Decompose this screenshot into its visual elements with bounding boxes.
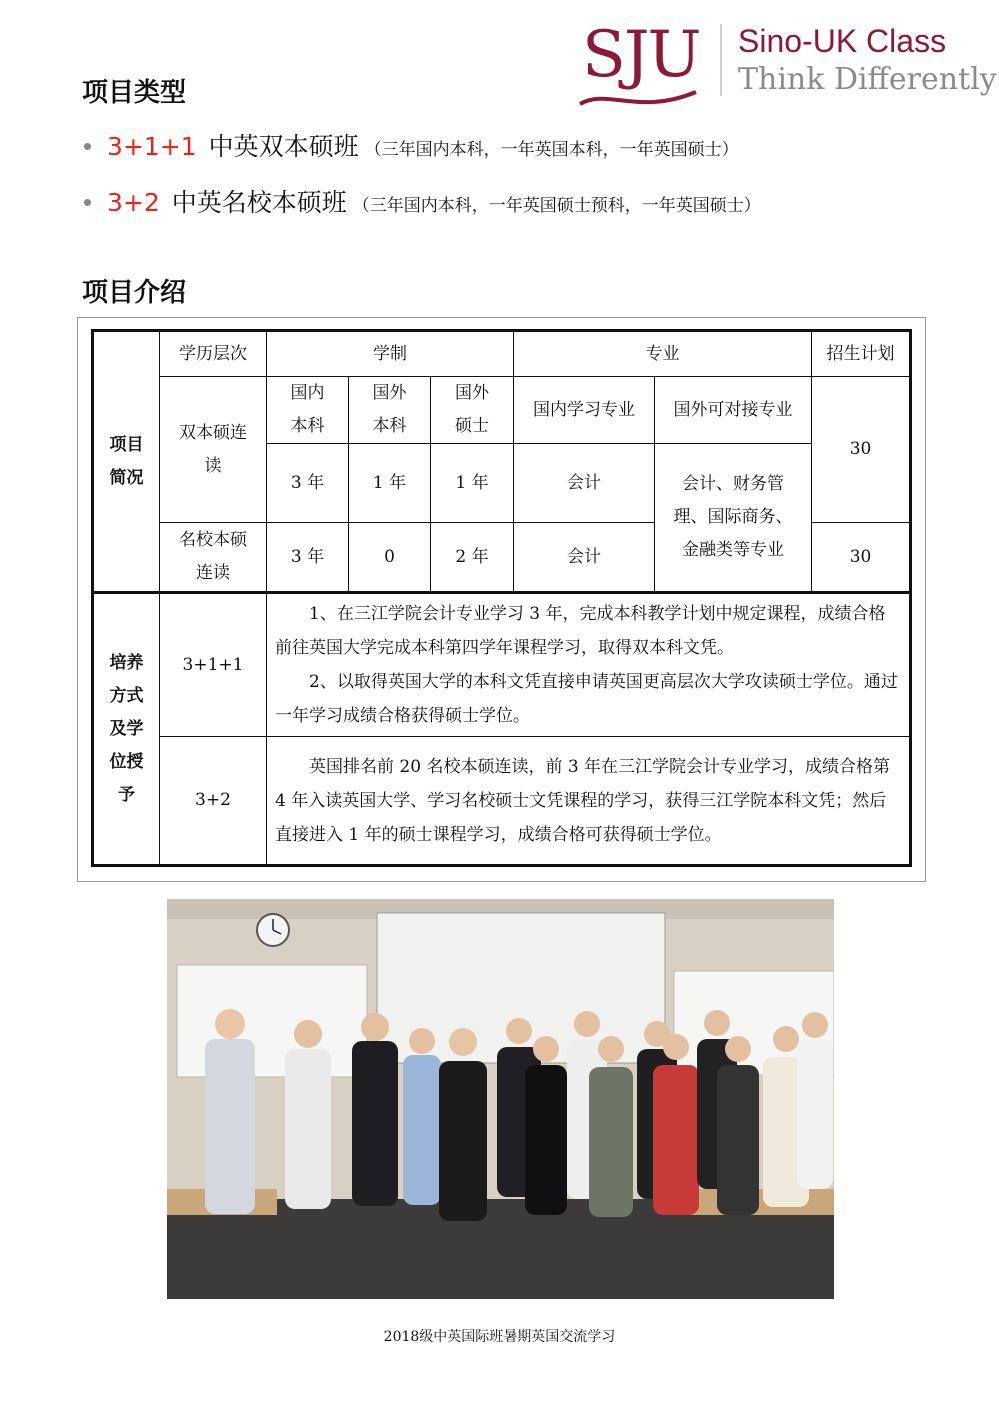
sju-logo [578,18,997,118]
program1-overseas-master: 1 年 [431,444,514,523]
program2-domestic: 3 年 [267,523,349,593]
logo-tagline-2: Think Differently [738,62,997,97]
program1-name-line: 读 [204,455,222,476]
subheader-line: 硕士 [455,416,490,436]
overseas-majors-line: 理、国际商务、 [673,507,793,527]
subheader-line: 国外 [455,383,490,403]
header-duration: 学制 [267,331,514,377]
program-code: 3+1+1 [107,132,197,161]
subheader-line: 国外 [372,383,407,403]
program-type-item [84,183,761,219]
program-name: 中英名校本硕班 [171,188,347,217]
sju-logo-mark [578,18,698,118]
bullet-icon [84,199,91,206]
training-desc-paragraph: 2、以取得英国大学的本科文凭直接申请英国更高层次大学攻读硕士学位。通过一年学习成绩合格获得硕士学位。 [275,672,898,726]
program1-domestic: 3 年 [267,444,349,523]
program2-major: 会计 [514,523,655,593]
program2-overseas-master: 2 年 [431,523,514,593]
training-desc-2 [267,737,911,866]
training-desc-1 [267,593,911,737]
subheader-line: 本科 [372,416,407,436]
program-name: 中英双本硕班 [208,132,359,161]
header-major: 专业 [514,331,812,377]
subheader-domestic-ug [267,377,349,444]
program2-overseas-ug: 0 [349,523,431,593]
training-label-line: 培养 [109,652,144,673]
overseas-majors-line: 会计、财务管 [682,474,785,494]
header-level: 学历层次 [160,331,267,377]
header-plan: 招生计划 [812,331,911,377]
training-label-line: 方式 [109,685,144,706]
training-label-line: 位授 [109,751,144,772]
program2-name-line: 名校本硕 [179,530,247,550]
logo-divider [720,24,722,96]
program1-plan: 30 [812,377,911,523]
subheader-line: 本科 [290,416,325,436]
training-label-line: 及学 [109,718,144,739]
program-info-table [91,329,912,867]
section-title-program-types: 项目类型 [82,78,187,108]
logo-mark-text: SJU [582,18,700,92]
program1-name [160,377,267,523]
overview-label-line: 简况 [109,467,144,488]
program2-plan: 30 [812,523,911,593]
bullet-icon [84,143,91,150]
program-code: 3+2 [107,188,160,217]
program2-name [160,523,267,593]
overseas-majors [655,444,812,593]
program1-overseas-ug: 1 年 [349,444,431,523]
program1-major: 会计 [514,444,655,523]
subheader-domestic-major: 国内学习专业 [514,377,655,444]
training-label-line: 予 [118,784,135,805]
logo-tagline-1: Sino-UK Class [738,23,947,59]
training-desc-paragraph: 英国排名前 20 名校本硕连读，前 3 年在三江学院会计专业学习，成绩合格第 4 年入读英国大学、学习名校硕士文凭课程的学习，获得三江学院本科文凭；然后直接进入 1 年的硕士课程学习，成绩合格可获得硕士学位。 [275,756,891,845]
program1-name-line: 双本硕连 [179,422,247,443]
subheader-overseas-ug [349,377,431,444]
program-note: （三年国内本科，一年英国本科，一年英国硕士） [364,140,739,160]
group-photo [167,899,834,1299]
group-photo-illustration [167,899,834,1299]
overview-label-line: 项目 [109,434,144,455]
program-note: （三年国内本科，一年英国硕士预科，一年英国硕士） [352,196,761,216]
photo-caption: 2018级中英国际班暑期英国交流学习 [383,1329,616,1345]
subheader-line: 国内 [290,383,325,403]
section-title-program-intro: 项目介绍 [82,278,187,308]
program2-name-line: 连读 [196,563,230,583]
overview-label [93,331,160,593]
training-mode-2: 3+2 [160,737,267,866]
subheader-overseas-major: 国外可对接专业 [655,377,812,444]
people-group [205,1009,833,1221]
subheader-overseas-master [431,377,514,444]
training-mode-1: 3+1+1 [160,593,267,737]
overseas-majors-line: 金融类等专业 [682,540,785,560]
training-desc-paragraph: 1、在三江学院会计专业学习 3 年，完成本科教学计划中规定课程，成绩合格前往英国大学完成本科第四学年课程学习，取得双本科文凭。 [275,604,886,658]
training-label [93,593,160,866]
program-type-item [84,127,739,163]
logo-swoosh-icon [578,18,698,118]
